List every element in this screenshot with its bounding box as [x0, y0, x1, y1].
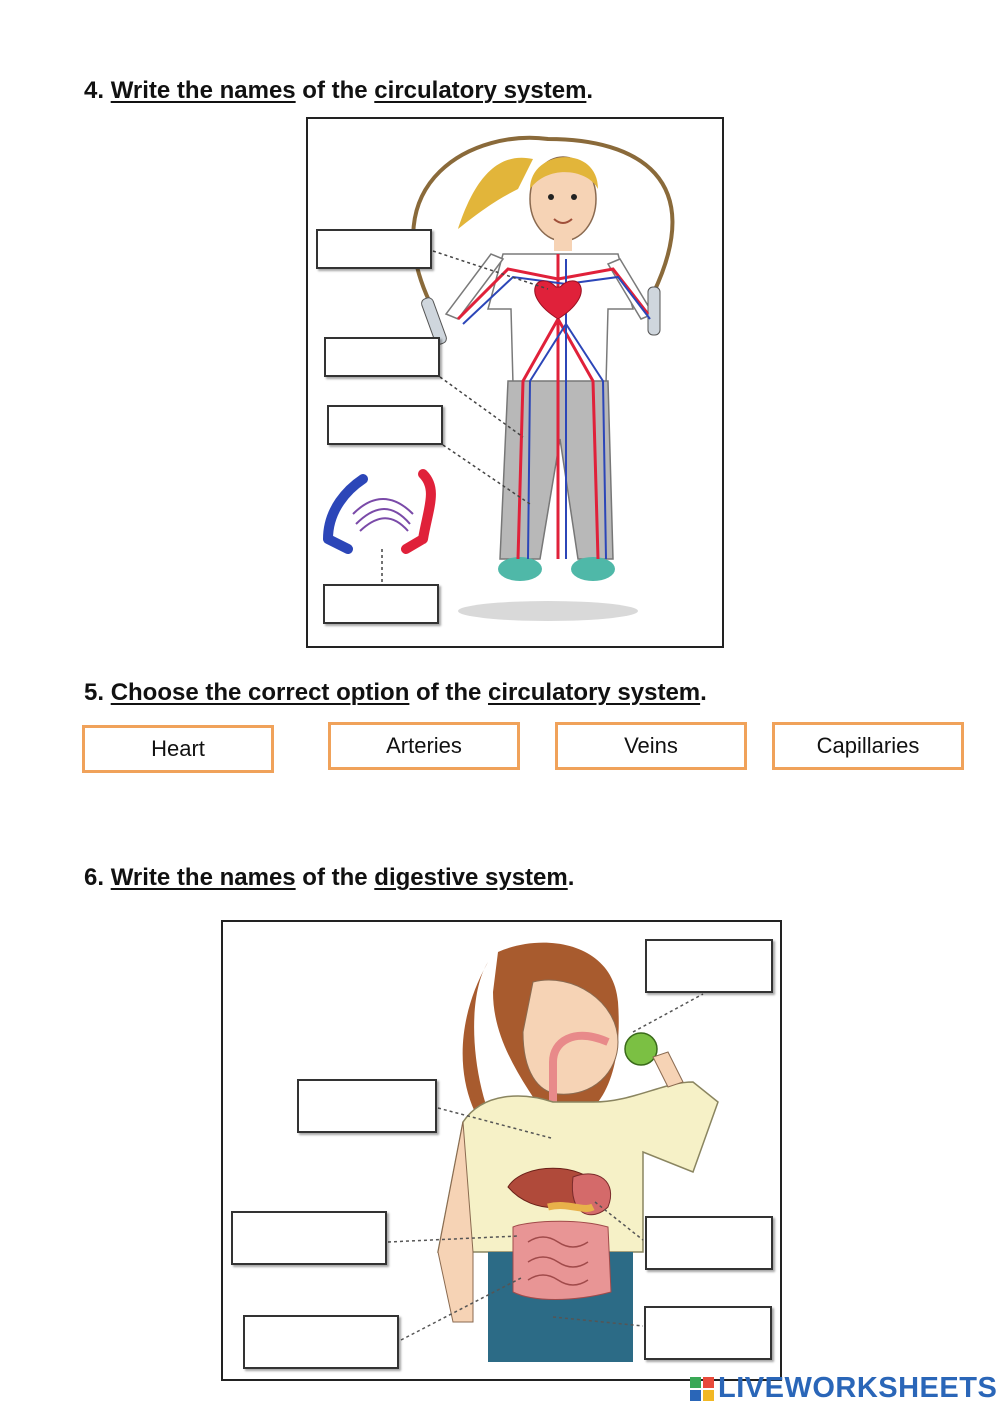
section-5-number: 5.	[84, 679, 105, 706]
section-6-heading	[84, 864, 574, 892]
liver-answer-box[interactable]	[231, 1211, 387, 1265]
section-4-connector: of the	[295, 77, 375, 104]
girl-jump-rope-illustration	[308, 119, 722, 646]
circulatory-figure	[306, 117, 724, 648]
section-5-connector: of the	[409, 679, 489, 706]
anus-answer-box[interactable]	[644, 1306, 772, 1360]
section-4-heading	[84, 77, 593, 105]
liveworksheets-icon	[690, 1377, 714, 1401]
option-arteries[interactable]: Arteries	[328, 722, 520, 770]
option-capillaries[interactable]: Capillaries	[772, 722, 964, 770]
intestine-answer-box[interactable]	[243, 1315, 399, 1369]
section-4-instruction: Write the names	[110, 77, 296, 104]
esophagus-answer-box[interactable]	[297, 1079, 437, 1133]
mouth-answer-box[interactable]	[645, 939, 773, 993]
brand-name: LIVEWORKSHEETS	[718, 1372, 998, 1404]
section-5-instruction: Choose the correct option	[110, 679, 410, 706]
section-4-topic: circulatory system	[374, 77, 587, 104]
option-veins[interactable]: Veins	[555, 722, 747, 770]
heart-answer-box[interactable]	[316, 229, 432, 269]
section-4-period: .	[586, 77, 594, 104]
section-5-period: .	[700, 679, 707, 706]
section-6-connector: of the	[295, 864, 375, 891]
section-4-number: 4.	[84, 77, 105, 104]
section-6-topic: digestive system	[374, 864, 568, 891]
section-6-period: .	[567, 864, 575, 891]
section-6-number: 6.	[84, 864, 105, 891]
section-5-topic: circulatory system	[488, 679, 701, 706]
capillaries-answer-box[interactable]	[323, 584, 439, 624]
digestive-figure	[221, 920, 782, 1381]
section-5-heading	[84, 679, 707, 707]
option-heart[interactable]: Heart	[82, 725, 274, 773]
liveworksheets-logo	[690, 1372, 997, 1405]
stomach-answer-box[interactable]	[645, 1216, 773, 1270]
section-6-instruction: Write the names	[110, 864, 296, 891]
arteries-answer-box[interactable]	[324, 337, 440, 377]
veins-answer-box[interactable]	[327, 405, 443, 445]
